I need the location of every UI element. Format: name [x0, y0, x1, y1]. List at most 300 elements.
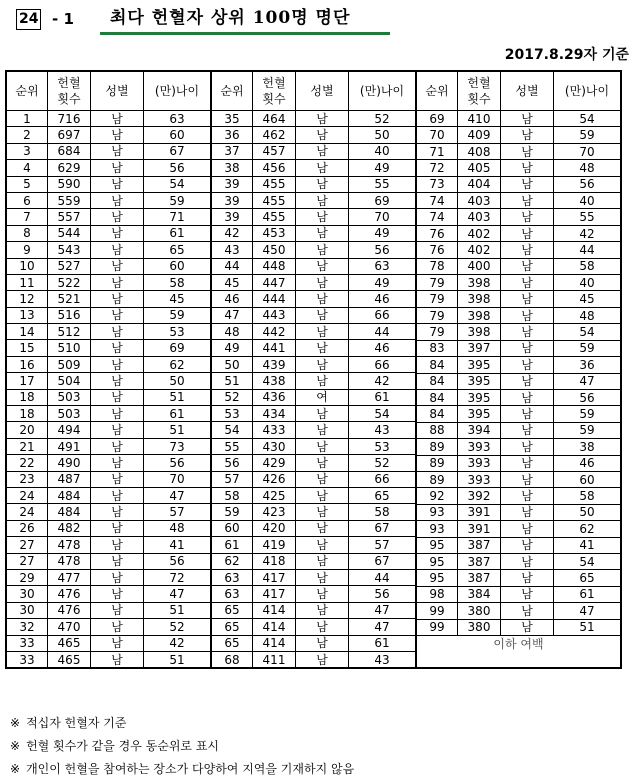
sex-cell: 남: [91, 389, 144, 405]
table-row: [417, 209, 621, 225]
table-row: [7, 553, 211, 569]
count-cell: 387: [458, 553, 501, 569]
rank-cell: 53: [212, 406, 253, 422]
age-cell: 70: [349, 209, 416, 225]
sex-cell: 남: [296, 127, 349, 143]
table-group-3: [416, 71, 621, 668]
table-row: [212, 274, 416, 290]
sex-cell: 남: [501, 471, 554, 487]
table-row: [417, 275, 621, 291]
rank-cell: 20: [7, 422, 48, 438]
count-cell: 439: [253, 356, 296, 372]
footnote-text: 적십자 헌혈자 기준: [26, 716, 127, 730]
table-row: [7, 258, 211, 274]
count-cell: 487: [48, 471, 91, 487]
age-cell: 51: [554, 619, 621, 635]
count-cell: 470: [48, 619, 91, 635]
table-group-2: [211, 71, 416, 668]
table-row: [7, 127, 211, 143]
rank-cell: 63: [212, 586, 253, 602]
sex-cell: 남: [91, 438, 144, 454]
age-cell: 63: [144, 111, 211, 127]
sex-cell: 남: [91, 111, 144, 127]
count-cell: 716: [48, 111, 91, 127]
count-cell: 436: [253, 389, 296, 405]
rank-cell: 89: [417, 471, 458, 487]
title-underline: [100, 32, 390, 35]
sex-cell: 남: [501, 176, 554, 192]
sex-cell: 남: [296, 406, 349, 422]
count-cell: 455: [253, 192, 296, 208]
age-cell: 46: [554, 455, 621, 471]
rank-cell: 56: [212, 455, 253, 471]
sex-cell: 남: [296, 291, 349, 307]
count-cell: 418: [253, 553, 296, 569]
table-row: [212, 619, 416, 635]
sex-cell: 남: [296, 225, 349, 241]
sex-cell: 남: [91, 225, 144, 241]
age-cell: 46: [349, 291, 416, 307]
count-cell: 453: [253, 225, 296, 241]
sex-cell: 남: [501, 389, 554, 405]
rank-cell: 74: [417, 209, 458, 225]
rank-cell: 65: [212, 619, 253, 635]
count-cell: 398: [458, 275, 501, 291]
table-row: [417, 553, 621, 569]
count-cell: 393: [458, 439, 501, 455]
rank-cell: 84: [417, 389, 458, 405]
table-row: [7, 389, 211, 405]
count-cell: 414: [253, 635, 296, 651]
sex-cell: 남: [501, 586, 554, 602]
count-cell: 391: [458, 521, 501, 537]
rank-cell: 33: [7, 651, 48, 667]
count-cell: 544: [48, 225, 91, 241]
table-row: [417, 570, 621, 586]
age-cell: 67: [349, 553, 416, 569]
rank-cell: 95: [417, 553, 458, 569]
rank-cell: 84: [417, 357, 458, 373]
sex-cell: 남: [296, 356, 349, 372]
rank-cell: 63: [212, 569, 253, 585]
rank-cell: 88: [417, 422, 458, 438]
sex-cell: 남: [501, 127, 554, 143]
age-cell: 47: [349, 602, 416, 618]
count-cell: 444: [253, 291, 296, 307]
age-cell: 50: [554, 504, 621, 520]
table-row: [212, 537, 416, 553]
sex-cell: 남: [91, 537, 144, 553]
table-row: [417, 340, 621, 356]
age-cell: 65: [144, 242, 211, 258]
table-row: [212, 111, 416, 127]
rank-cell: 1: [7, 111, 48, 127]
table-row: [212, 635, 416, 651]
age-cell: 63: [349, 258, 416, 274]
age-cell: 44: [554, 242, 621, 258]
rank-cell: 7: [7, 209, 48, 225]
footnotes: [10, 712, 354, 781]
sex-cell: 남: [91, 176, 144, 192]
table-row: [7, 520, 211, 536]
count-cell: 527: [48, 258, 91, 274]
sex-cell: 남: [501, 357, 554, 373]
table-row: [212, 176, 416, 192]
table-row: [7, 455, 211, 471]
age-cell: 48: [554, 307, 621, 323]
table-row: [212, 406, 416, 422]
rank-cell: 79: [417, 307, 458, 323]
sex-cell: 남: [91, 160, 144, 176]
table-row: [212, 209, 416, 225]
sex-cell: 남: [296, 143, 349, 159]
rank-cell: 58: [212, 487, 253, 503]
age-cell: 60: [144, 127, 211, 143]
table-row: [7, 209, 211, 225]
rank-cell: 4: [7, 160, 48, 176]
rank-cell: 55: [212, 438, 253, 454]
table-row: [212, 373, 416, 389]
table-row: [212, 324, 416, 340]
age-cell: 51: [144, 602, 211, 618]
age-cell: 57: [349, 537, 416, 553]
table-row: [417, 258, 621, 274]
rank-cell: 6: [7, 192, 48, 208]
table-row: [7, 569, 211, 585]
table-row: [212, 553, 416, 569]
table-row: [7, 406, 211, 422]
age-cell: 72: [144, 569, 211, 585]
sex-cell: 남: [91, 422, 144, 438]
count-cell: 443: [253, 307, 296, 323]
count-cell: 398: [458, 291, 501, 307]
sex-cell: 남: [91, 209, 144, 225]
rank-cell: 21: [7, 438, 48, 454]
count-cell: 395: [458, 357, 501, 373]
rank-cell: 44: [212, 258, 253, 274]
count-cell: 684: [48, 143, 91, 159]
sex-cell: 남: [501, 521, 554, 537]
sex-cell: 남: [91, 569, 144, 585]
table-row: [7, 111, 211, 127]
rank-cell: 30: [7, 586, 48, 602]
rank-cell: 93: [417, 521, 458, 537]
count-cell: 462: [253, 127, 296, 143]
rank-cell: 54: [212, 422, 253, 438]
rank-cell: 74: [417, 193, 458, 209]
age-cell: 57: [144, 504, 211, 520]
table-row: [7, 356, 211, 372]
table-row: [417, 111, 621, 127]
age-cell: 59: [144, 192, 211, 208]
blank-note: 이하 여백: [417, 636, 621, 652]
sex-cell: 남: [91, 455, 144, 471]
rank-cell: 2: [7, 127, 48, 143]
age-cell: 56: [144, 455, 211, 471]
count-cell: 403: [458, 193, 501, 209]
column-header: (만)나이: [349, 72, 416, 111]
empty-row: [417, 651, 621, 667]
age-cell: 43: [349, 422, 416, 438]
count-cell: 392: [458, 488, 501, 504]
sex-cell: 남: [296, 160, 349, 176]
count-cell: 387: [458, 570, 501, 586]
age-cell: 55: [554, 209, 621, 225]
age-cell: 54: [144, 176, 211, 192]
rank-cell: 43: [212, 242, 253, 258]
sex-cell: 남: [296, 553, 349, 569]
age-cell: 59: [554, 340, 621, 356]
rank-cell: 38: [212, 160, 253, 176]
rank-cell: 52: [212, 389, 253, 405]
sex-cell: 남: [501, 225, 554, 241]
reference-mark-icon: ※: [10, 716, 21, 730]
rank-cell: 14: [7, 324, 48, 340]
rank-cell: 37: [212, 143, 253, 159]
table-group-1: [6, 71, 211, 668]
sex-cell: 남: [91, 586, 144, 602]
rank-cell: 16: [7, 356, 48, 372]
sex-cell: 남: [91, 192, 144, 208]
age-cell: 66: [349, 307, 416, 323]
count-cell: 494: [48, 422, 91, 438]
age-cell: 40: [554, 193, 621, 209]
age-cell: 53: [144, 324, 211, 340]
sex-cell: 남: [296, 438, 349, 454]
sex-cell: 남: [91, 406, 144, 422]
table-row: [212, 160, 416, 176]
table-row: [7, 471, 211, 487]
count-cell: 438: [253, 373, 296, 389]
count-cell: 387: [458, 537, 501, 553]
table-row: [7, 307, 211, 323]
age-cell: 58: [144, 274, 211, 290]
column-header: 성별: [91, 72, 144, 111]
rank-cell: 26: [7, 520, 48, 536]
column-header: 순위: [417, 72, 458, 111]
table-row: [212, 471, 416, 487]
count-cell: 395: [458, 373, 501, 389]
sex-cell: 남: [296, 520, 349, 536]
count-cell: 441: [253, 340, 296, 356]
footnote-item: [10, 735, 354, 758]
age-cell: 70: [144, 471, 211, 487]
table-row: [417, 471, 621, 487]
rank-cell: 15: [7, 340, 48, 356]
count-cell: 433: [253, 422, 296, 438]
rank-cell: 99: [417, 603, 458, 619]
table-row: [7, 160, 211, 176]
count-cell: 425: [253, 487, 296, 503]
age-cell: 42: [144, 635, 211, 651]
count-cell: 380: [458, 603, 501, 619]
count-cell: 456: [253, 160, 296, 176]
count-cell: 426: [253, 471, 296, 487]
age-cell: 59: [144, 307, 211, 323]
count-cell: 420: [253, 520, 296, 536]
table-row: [212, 602, 416, 618]
count-cell: 393: [458, 455, 501, 471]
table-row: [417, 504, 621, 520]
age-cell: 40: [554, 275, 621, 291]
count-cell: 455: [253, 176, 296, 192]
table-row: [417, 357, 621, 373]
count-cell: 429: [253, 455, 296, 471]
table-row: [212, 356, 416, 372]
table-row: [7, 635, 211, 651]
age-cell: 65: [554, 570, 621, 586]
table-row: [212, 192, 416, 208]
age-cell: 36: [554, 357, 621, 373]
count-cell: 417: [253, 586, 296, 602]
column-header: 헌혈 횟수: [253, 72, 296, 111]
sex-cell: 남: [501, 537, 554, 553]
reference-date: 2017.8.29자 기준: [504, 47, 629, 63]
count-cell: 409: [458, 127, 501, 143]
column-header: 성별: [501, 72, 554, 111]
sex-cell: 남: [501, 504, 554, 520]
rank-cell: 83: [417, 340, 458, 356]
age-cell: 54: [554, 324, 621, 340]
count-cell: 414: [253, 619, 296, 635]
sex-cell: 남: [501, 619, 554, 635]
sex-cell: 남: [296, 586, 349, 602]
column-header: (만)나이: [554, 72, 621, 111]
count-cell: 395: [458, 389, 501, 405]
sex-cell: 남: [296, 487, 349, 503]
age-cell: 59: [554, 422, 621, 438]
count-cell: 490: [48, 455, 91, 471]
sex-cell: 남: [501, 193, 554, 209]
sex-cell: 남: [296, 569, 349, 585]
rank-cell: 70: [417, 127, 458, 143]
section-suffix: - 1: [52, 10, 74, 28]
age-cell: 51: [144, 422, 211, 438]
age-cell: 52: [349, 455, 416, 471]
count-cell: 522: [48, 274, 91, 290]
age-cell: 49: [349, 225, 416, 241]
rank-cell: 76: [417, 242, 458, 258]
table-row: [212, 340, 416, 356]
table-row: [212, 225, 416, 241]
count-cell: 414: [253, 602, 296, 618]
reference-mark-icon: ※: [10, 762, 21, 776]
rank-cell: 12: [7, 291, 48, 307]
count-cell: 455: [253, 209, 296, 225]
age-cell: 56: [554, 389, 621, 405]
table-row: [212, 242, 416, 258]
table-row: [417, 389, 621, 405]
count-cell: 403: [458, 209, 501, 225]
page-title: 최다 헌혈자 상위 100명 명단: [110, 8, 351, 28]
table-row: [212, 143, 416, 159]
table-row: [417, 406, 621, 422]
table-row: [212, 455, 416, 471]
count-cell: 476: [48, 602, 91, 618]
rank-cell: 9: [7, 242, 48, 258]
sex-cell: 남: [501, 242, 554, 258]
count-cell: 697: [48, 127, 91, 143]
sex-cell: 남: [91, 340, 144, 356]
sex-cell: 남: [296, 373, 349, 389]
age-cell: 60: [554, 471, 621, 487]
rank-cell: 99: [417, 619, 458, 635]
age-cell: 54: [554, 111, 621, 127]
sex-cell: 남: [501, 143, 554, 159]
count-cell: 391: [458, 504, 501, 520]
rank-cell: 13: [7, 307, 48, 323]
rank-cell: 18: [7, 406, 48, 422]
table-row: [212, 389, 416, 405]
table-row: [212, 127, 416, 143]
rank-cell: 8: [7, 225, 48, 241]
age-cell: 56: [349, 586, 416, 602]
age-cell: 66: [349, 471, 416, 487]
age-cell: 42: [349, 373, 416, 389]
sex-cell: 남: [91, 356, 144, 372]
table-header-row: [212, 72, 416, 111]
sex-cell: 남: [296, 422, 349, 438]
count-cell: 398: [458, 324, 501, 340]
rank-cell: 30: [7, 602, 48, 618]
rank-cell: 49: [212, 340, 253, 356]
count-cell: 410: [458, 111, 501, 127]
age-cell: 43: [349, 651, 416, 667]
table-row: [212, 651, 416, 667]
count-cell: 477: [48, 569, 91, 585]
count-cell: 482: [48, 520, 91, 536]
count-cell: 503: [48, 389, 91, 405]
count-cell: 521: [48, 291, 91, 307]
count-cell: 476: [48, 586, 91, 602]
table-row: [7, 242, 211, 258]
sex-cell: 여: [296, 389, 349, 405]
age-cell: 51: [144, 651, 211, 667]
table-row: [417, 143, 621, 159]
footnote-item: [10, 712, 354, 735]
rank-cell: 17: [7, 373, 48, 389]
count-cell: 404: [458, 176, 501, 192]
table-row: [417, 537, 621, 553]
table-row: [417, 455, 621, 471]
age-cell: 49: [349, 274, 416, 290]
age-cell: 48: [144, 520, 211, 536]
age-cell: 67: [349, 520, 416, 536]
table-row: [7, 225, 211, 241]
rank-cell: 50: [212, 356, 253, 372]
sex-cell: 남: [91, 307, 144, 323]
age-cell: 58: [554, 258, 621, 274]
sex-cell: 남: [501, 488, 554, 504]
age-cell: 47: [554, 603, 621, 619]
rank-cell: 3: [7, 143, 48, 159]
rank-cell: 10: [7, 258, 48, 274]
table-row: [7, 324, 211, 340]
blank-note-row: [417, 636, 621, 652]
sex-cell: 남: [501, 406, 554, 422]
count-cell: 503: [48, 406, 91, 422]
donor-ranking-table: [5, 70, 622, 669]
sex-cell: 남: [296, 258, 349, 274]
count-cell: 516: [48, 307, 91, 323]
age-cell: 65: [349, 487, 416, 503]
rank-cell: 61: [212, 537, 253, 553]
table-row: [417, 176, 621, 192]
table-row: [417, 439, 621, 455]
age-cell: 42: [554, 225, 621, 241]
sex-cell: 남: [296, 471, 349, 487]
age-cell: 50: [144, 373, 211, 389]
